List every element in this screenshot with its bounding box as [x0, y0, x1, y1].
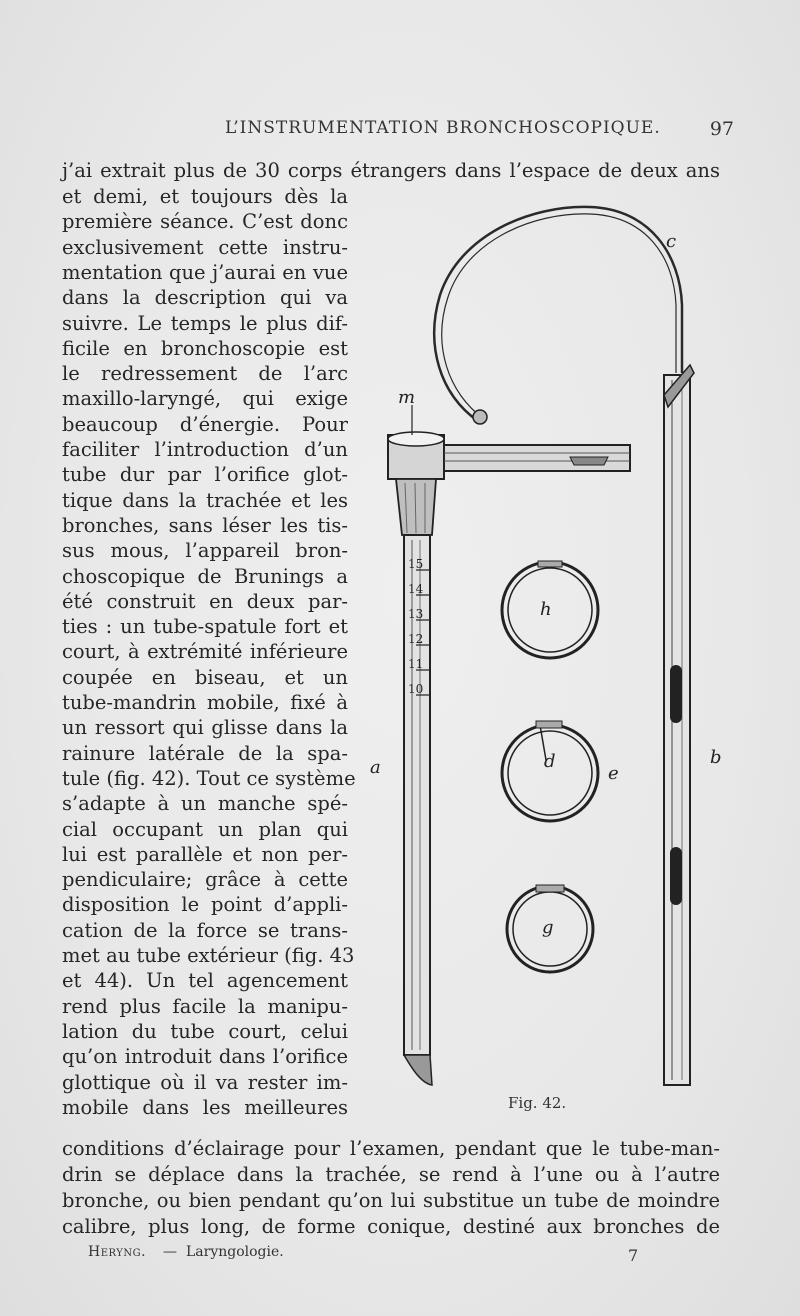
scale-mark-label: 11	[408, 657, 424, 671]
text-line: tube dur par l’orifice glot-	[62, 463, 348, 487]
text-line: mobile dans les meilleures	[62, 1095, 348, 1119]
text-line: maxillo-laryngé, qui exige	[62, 387, 348, 411]
text-line: conditions d’éclairage pour l’examen, pendant que le tube-man-	[62, 1137, 720, 1160]
page-header	[60, 118, 740, 146]
page-number: 97	[709, 118, 734, 140]
long-tube	[664, 375, 690, 1085]
text-line: un ressort qui glisse dans la	[62, 716, 348, 740]
label-e: e	[608, 763, 619, 784]
text-line: faciliter l’introduction d’un	[62, 438, 348, 461]
curved-mandrin-inner	[442, 214, 676, 419]
text-line: dans la description qui va	[62, 286, 348, 310]
label-g: g	[542, 917, 554, 938]
text-line: s’adapte à un manche spé-	[62, 792, 348, 816]
text-line: disposition le point d’appli-	[62, 893, 348, 917]
text-line: coupée en biseau, et un	[62, 665, 348, 689]
text-line: cation de la force se trans-	[62, 918, 348, 942]
text-line: tube-mandrin mobile, fixé à	[62, 691, 348, 714]
text-line: drin se déplace dans la trachée, se rend à l’une ou à l’autre	[62, 1163, 720, 1186]
ring-d	[502, 725, 598, 821]
text-line: cial occupant un plan qui	[62, 817, 348, 841]
text-line: mentation que j’aurai en vue	[62, 260, 348, 284]
footer-book-title: Laryngologie.	[186, 1244, 284, 1260]
text-line: glottique où il va rester im-	[62, 1070, 348, 1094]
page-footer	[88, 1244, 648, 1266]
label-b: b	[710, 747, 722, 768]
text-line: et 44). Un tel agencement	[62, 969, 348, 993]
scale-mark-label: 12	[408, 632, 424, 646]
text-line: calibre, plus long, de forme conique, destiné aux bronches de	[62, 1215, 720, 1238]
text-line: suivre. Le temps le plus dif-	[62, 311, 348, 335]
mandrin-tip	[473, 410, 487, 424]
scale-mark-label: 13	[408, 607, 424, 621]
scale-mark-label: 10	[408, 682, 424, 696]
text-line: rend plus facile la manipu-	[62, 994, 348, 1018]
text-line: met au tube extérieur (fig. 43	[62, 944, 355, 967]
text-line: pendiculaire; grâce à cette	[62, 868, 348, 892]
scale-mark-label: 15	[408, 557, 424, 571]
label-m: m	[398, 387, 416, 408]
text-line: ficile en bronchoscopie est	[62, 336, 348, 360]
text-line: ties : un tube-spatule fort et	[62, 615, 348, 639]
figure-caption: Fig. 42.	[508, 1094, 567, 1112]
running-title: L’INSTRUMENTATION BRONCHOSCOPIQUE.	[225, 118, 661, 138]
curved-mandrin	[434, 207, 682, 421]
text-line: bronches, sans léser les tis-	[62, 513, 348, 537]
text-line: bronche, ou bien pendant qu’on lui substitue un tube de moindre	[62, 1189, 720, 1212]
footer-separator: —	[163, 1244, 177, 1260]
text-line: choscopique de Brunings a	[62, 564, 348, 588]
text-line: lation du tube court, celui	[62, 1019, 348, 1043]
label-d: d	[544, 751, 556, 772]
label-a: a	[370, 757, 381, 778]
figure-42	[360, 195, 780, 1125]
spatula-bevel	[404, 1055, 432, 1085]
text-line: première séance. C’est donc	[62, 210, 348, 234]
text-line: rainure latérale de la spa-	[62, 741, 348, 765]
text-line: le redressement de l’arc	[62, 362, 348, 386]
text-line: j’ai extrait plus de 30 corps étrangers dans l’espace de deux ans	[62, 159, 720, 182]
slot-upper	[670, 665, 682, 723]
label-c: c	[666, 231, 677, 252]
footer-author: Heryng.	[88, 1244, 147, 1260]
text-line: qu’on introduit dans l’orifice	[62, 1045, 348, 1069]
text-line: court, à extrémité inférieure	[62, 640, 348, 664]
text-line: tique dans la trachée et les	[62, 488, 348, 512]
slot-lower	[670, 847, 682, 905]
text-line: lui est parallèle et non per-	[62, 842, 348, 866]
text-line: tule (fig. 42). Tout ce système	[62, 766, 356, 790]
text-line: sus mous, l’appareil bron-	[62, 539, 348, 563]
bronchoscope-illustration	[360, 195, 780, 1125]
text-line: exclusivement cette instru-	[62, 235, 348, 259]
label-h: h	[540, 599, 552, 620]
text-line: été construit en deux par-	[62, 589, 348, 613]
text-line: beaucoup d’énergie. Pour	[62, 412, 348, 436]
signature-mark: 7	[628, 1246, 639, 1265]
scale-mark-label: 14	[408, 582, 424, 596]
text-line: et demi, et toujours dès la	[62, 185, 348, 208]
